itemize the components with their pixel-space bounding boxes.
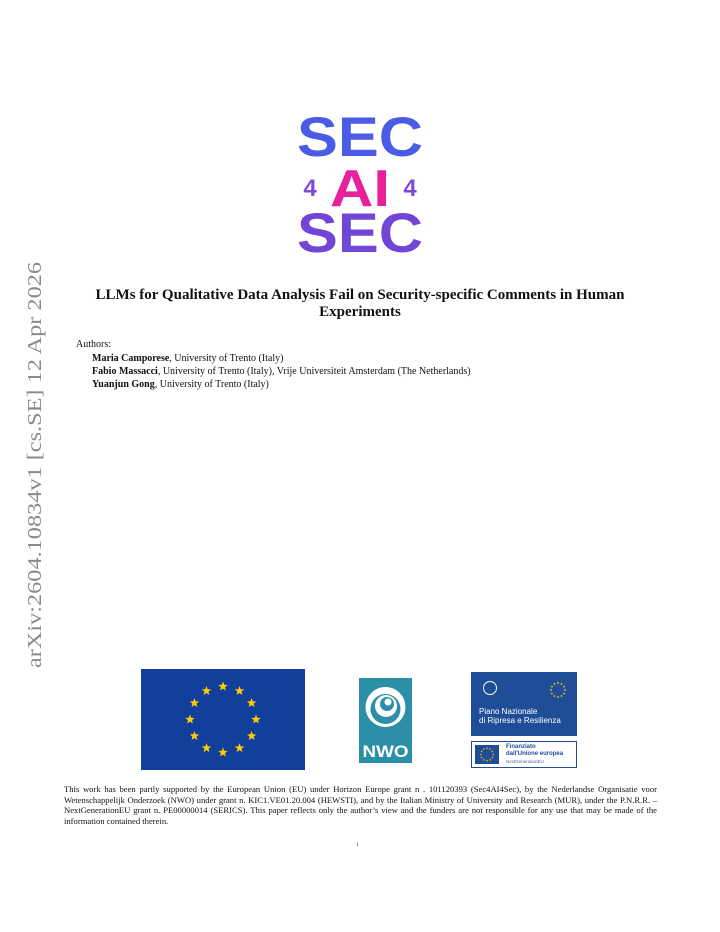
- italian-emblem-icon: [483, 681, 497, 695]
- author-entry: [92, 352, 471, 365]
- author-list: [92, 352, 471, 391]
- eu-flag-logo: [141, 669, 305, 770]
- author-name: Maria Camporese: [92, 353, 170, 364]
- eu-funded-line1: Finanziato: [506, 744, 536, 750]
- eu-star-icon: [185, 715, 195, 724]
- eu-star-icon: [480, 750, 482, 752]
- author-affiliation: , University of Trento (Italy): [154, 379, 269, 390]
- eu-stars-icon: [549, 681, 567, 699]
- eu-star-icon: [489, 759, 491, 761]
- eu-star-icon: [483, 759, 485, 761]
- logo-digit-right: 4: [403, 175, 417, 202]
- eu-star-icon: [202, 686, 212, 695]
- sec4ai4sec-logo: [287, 104, 433, 260]
- eu-star-icon: [480, 756, 482, 758]
- eu-star-icon: [486, 760, 488, 762]
- eu-star-icon: [557, 682, 560, 685]
- pnrr-title-line1: Piano Nazionale: [479, 707, 538, 716]
- eu-star-icon: [247, 731, 257, 740]
- funding-acknowledgement: This work has been partly supported by the European Union (EU) under Horizon Europe grant n . 101120393 (Sec4AI4Sec), by the Nederlandse Organisatie voor Wetenschappelijk Onderzoek (NWO) under grant n. KIC1.VE01.20.004 (HEWSTI), and by the Italian Ministry of University and Research (MUR), under the P.N.R.R. – NextGenerationEU grant n. PE00000014 (SERICS). This paper reflects only the author’s view and the funders are not responsible for any use that may be made of the information contained therein.: [64, 784, 657, 826]
- arxiv-identifier-stamp: [22, 260, 48, 670]
- eu-star-icon: [560, 683, 563, 686]
- eu-star-icon: [563, 685, 566, 688]
- eu-star-icon: [553, 683, 556, 686]
- eu-star-icon: [551, 685, 554, 688]
- eu-star-icon: [563, 692, 566, 695]
- eu-star-icon: [190, 698, 200, 707]
- eu-star-icon: [557, 696, 560, 699]
- eu-star-icon: [560, 695, 563, 698]
- eu-funded-line2: dall'Unione europea: [506, 751, 564, 757]
- eu-flag-icon: [475, 745, 499, 764]
- logo-sec-bottom: SEC: [297, 201, 423, 260]
- eu-star-icon: [564, 689, 567, 692]
- eu-star-icon: [483, 748, 485, 750]
- nwo-wordmark: NWO: [362, 742, 409, 761]
- eu-star-icon: [491, 756, 493, 758]
- author-name: Yuanjun Gong: [92, 379, 155, 390]
- author-affiliation: , University of Trento (Italy): [169, 353, 284, 364]
- eu-star-icon: [251, 715, 261, 724]
- arxiv-identifier-text: arXiv:2604.10834v1 [cs.SE] 12 Apr 2026: [24, 333, 46, 668]
- eu-star-icon: [553, 695, 556, 698]
- logo-digit-left: 4: [303, 175, 317, 202]
- pnrr-title-line2: di Ripresa e Resilienza: [479, 716, 561, 725]
- pnrr-logo: [471, 672, 577, 736]
- eu-star-icon: [218, 682, 228, 691]
- eu-funded-line3: NextGenerationEU: [506, 759, 544, 764]
- eu-flag-stars: [141, 669, 305, 770]
- page-number: 1: [356, 843, 359, 848]
- eu-star-icon: [550, 689, 553, 692]
- eu-star-icon: [551, 692, 554, 695]
- nextgenerationeu-logo: [471, 741, 577, 768]
- eu-star-icon: [235, 686, 245, 695]
- logo-sec-top: SEC: [297, 105, 423, 168]
- eu-star-icon: [235, 743, 245, 752]
- eu-star-icon: [190, 731, 200, 740]
- logo-ai: AI: [330, 160, 390, 218]
- eu-star-icon: [491, 750, 493, 752]
- author-affiliation: , University of Trento (Italy), Vrije Universiteit Amsterdam (The Netherlands): [157, 366, 471, 377]
- authors-heading: Authors:: [76, 339, 111, 350]
- paper-title: LLMs for Qualitative Data Analysis Fail on Security-specific Comments in Human Experiments: [95, 287, 625, 320]
- eu-star-icon: [492, 753, 494, 755]
- author-entry: [92, 365, 471, 378]
- eu-star-icon: [489, 748, 491, 750]
- eu-star-icon: [247, 698, 257, 707]
- eu-star-icon: [480, 753, 482, 755]
- eu-stars-icon: [475, 745, 499, 764]
- eu-star-icon: [202, 743, 212, 752]
- nwo-logo: [359, 678, 412, 763]
- author-name: Fabio Massacci: [92, 366, 158, 377]
- author-entry: [92, 378, 471, 391]
- eu-star-icon: [218, 748, 228, 757]
- eu-star-icon: [486, 747, 488, 749]
